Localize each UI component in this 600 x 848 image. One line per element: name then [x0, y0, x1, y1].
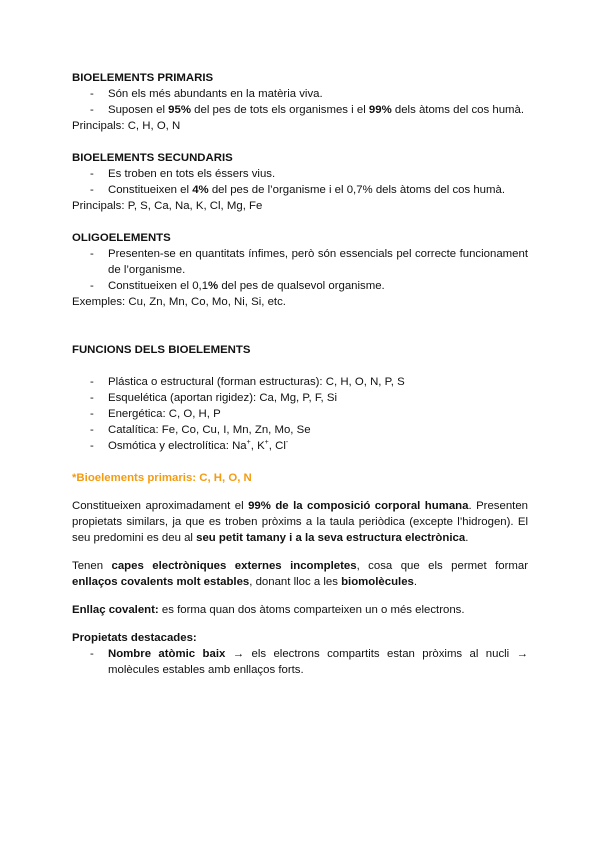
heading-funcions: FUNCIONS DELS BIOELEMENTS [72, 344, 251, 356]
bioelements-primaris-title: *Bioelements primaris: C, H, O, N [72, 472, 252, 484]
heading-secundaris: BIOELEMENTS SECUNDARIS [72, 152, 233, 164]
list-item: - Constitueixen el 0,1% del pes de qualsevol organisme. [90, 280, 385, 292]
dash-bullet: - [90, 168, 94, 180]
paragraph-capes: Tenen capes electròniques externes incompletes, cosa que els permet formar enllaços covalents molt estables, donant lloc a les biomolècules. [72, 560, 528, 588]
list-item: - Són els més abundants en la matèria viva. [90, 88, 323, 100]
oligo-exemples: Exemples: Cu, Zn, Mn, Co, Mo, Ni, Si, etc. [72, 296, 286, 308]
heading-primaris: BIOELEMENTS PRIMARIS [72, 72, 214, 84]
list-item: - Plástica o estructural (forman estructuras): C, H, O, N, P, S [90, 376, 405, 388]
dash-bullet: - [90, 424, 94, 436]
list-item: - Energética: C, O, H, P [90, 408, 221, 420]
primaris-principals: Principals: C, H, O, N [72, 120, 181, 132]
primaris-list [72, 86, 528, 118]
paragraph-enllac: Enllaç covalent: es forma quan dos àtoms comparteixen un o més electrons. [72, 604, 465, 616]
dash-bullet: - [90, 440, 94, 452]
list-item: - Presenten-se en quantitats ínfimes, però són essencials pel correcte funcionament de l’organisme. [90, 248, 528, 276]
funcions-list [72, 374, 528, 454]
dash-bullet: - [90, 408, 94, 420]
dash-bullet: - [90, 376, 94, 388]
dash-bullet: - [90, 88, 94, 100]
propietats-list [72, 646, 528, 678]
list-item: - Catalítica: Fe, Co, Cu, I, Mn, Zn, Mo, Se [90, 424, 311, 436]
secundaris-list [72, 166, 528, 198]
dash-bullet: - [90, 104, 94, 116]
secundaris-principals: Principals: P, S, Ca, Na, K, Cl, Mg, Fe [72, 200, 263, 212]
list-item: - Nombre atòmic baix → els electrons compartits estan pròxims al nucli → molècules estables amb enllaços forts. [90, 648, 528, 676]
list-item: - Constitueixen el 4% del pes de l’organisme i el 0,7% dels àtoms del cos humà. [90, 184, 505, 196]
dash-bullet: - [90, 392, 94, 404]
paragraph-composicio: Constitueixen aproximadament el 99% de la composició corporal humana. Presenten propietats similars, ja que es troben pròxims a la taula periòdica (excepte l’hidrogen). El seu predomini es deu al seu petit tamany i a la seva estructura electrònica. [72, 500, 529, 544]
oligo-list [72, 246, 528, 294]
dash-bullet: - [90, 184, 94, 196]
list-item: - Esquelética (aportan rigidez): Ca, Mg, P, F, Si [90, 392, 337, 404]
list-item: - Osmótica y electrolítica: Na+, K+, Cl- [90, 439, 289, 452]
list-item: - Suposen el 95% del pes de tots els organismes i el 99% dels àtoms del cos humà. [90, 104, 525, 116]
heading-oligoelements: OLIGOELEMENTS [72, 232, 171, 244]
document-content [72, 70, 528, 678]
list-item: - Es troben en tots els éssers vius. [90, 168, 276, 180]
dash-bullet: - [90, 648, 94, 660]
dash-bullet: - [90, 248, 94, 260]
dash-bullet: - [90, 280, 94, 292]
heading-propietats: Propietats destacades: [72, 632, 197, 644]
